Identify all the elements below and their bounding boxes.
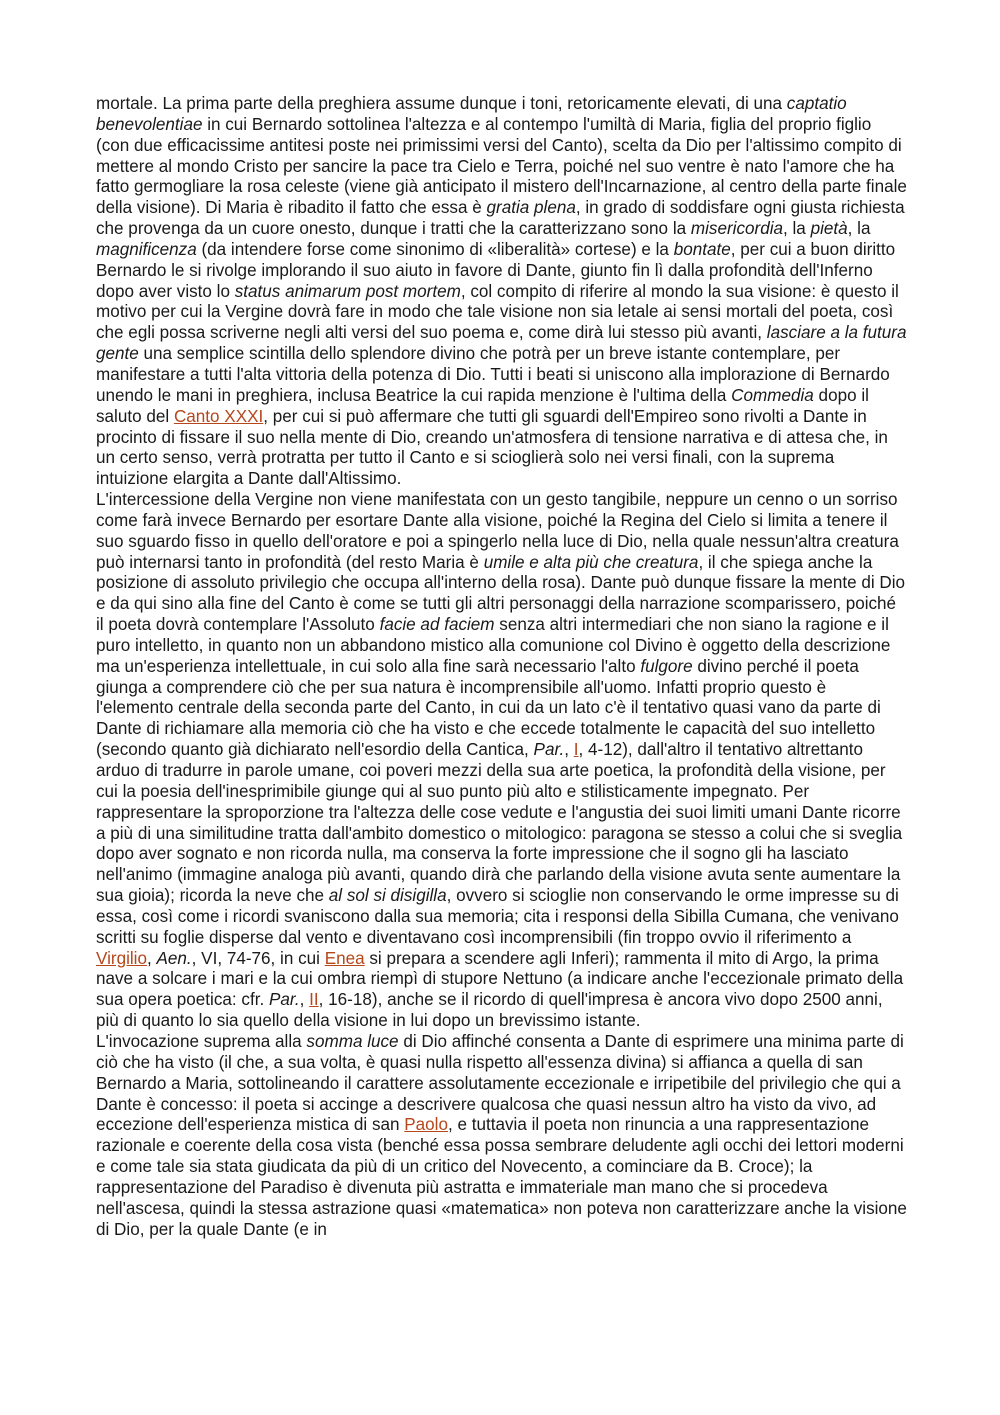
text-run: , ovvero si scioglie non conservando le orme impresse su di essa, così come i ricordi svaniscono dalla sua memoria; cita i responsi della Sibilla Cumana, che venivano scritti su foglie disperse dal vento e diventavano così incomprensibili (fin troppo ovvio il riferimento a [96, 886, 899, 947]
text-run: , per cui a buon diritto Bernardo le si rivolge implorando il suo aiuto in favore di Dante, giunto fin lì dalla profondità dell'Inferno dopo aver visto lo [96, 239, 896, 301]
italic-text: Commedia [731, 385, 814, 405]
document-page [96, 94, 908, 1240]
link-canto-xxxi[interactable]: Canto XXXI [173, 406, 264, 426]
link-par-i[interactable]: I [573, 740, 579, 760]
text-run: mortale. La prima parte della preghiera assume dunque i toni, retoricamente elevati, di una [96, 94, 787, 113]
text-run: si prepara a scendere agli Inferi); rammenta il mito di Argo, la prima nave a solcare i mari e la cui ombra riempì di stupore Nettuno (a indicare anche l'eccezionale primato della sua opera poetica: cfr. [96, 948, 904, 1010]
text-run: , per cui si può affermare che tutti gli sguardi dell'Empireo sono rivolti a Dante in procinto di fissare il suo nella mente di Dio, creando un'atmosfera di tensione narrativa e di attesa che, in un certo senso, verrà protratta per tutto il Canto e si scioglierà solo nei versi finali, con la suprema intuizione elargita a Dante dall'Altissimo. [96, 406, 888, 489]
text-run: , VI, 74-76, in cui [191, 948, 325, 968]
text-run: , la [783, 219, 811, 239]
text-run: senza altri intermediari che non siano la ragione e il puro intelletto, in quanto non un abbandono mistico alla comunione col Divino è oggetto della descrizione ma un'esperienza intellettuale, in cui solo alla fine sarà necessario l'alto [96, 615, 891, 676]
text-run: in cui Bernardo sottolinea l'altezza e al contempo l'umiltà di Maria, figlia del proprio figlio (con due efficacissime antitesi poste nei primissimi versi del Canto), scelta da Dio per l'altissimo compito di mettere al mondo Cristo per sancire la pace tra Cielo e Terra, poiché nel suo ventre è nato l'amore che ha fatto germogliare la rosa celeste (viene già anticipato il mistero dell'Incarnazione, al centro della parte finale della visione). Di Maria è ribadito il fatto che essa è [96, 114, 907, 218]
text-run: , 4-12), dall'altro il tentativo altrettanto arduo di tradurre in parole umane, coi poveri mezzi della sua arte poetica, la profondità della visione, per cui la poesia dell'inesprimibile giunge qui al suo punto più alto e stilisticamente impegnato. Per rappresentare la sproporzione tra l'altezza delle cose vedute e l'angustia dei suoi limiti umani Dante ricorre a più di una similitudine tratta dall'ambito domestico o mitologico: paragona se stesso a colui che si sveglia dopo aver sognato e non ricorda nulla, ma conserva la forte impressione che il sogno gli ha lasciato nell'animo (immagine analoga più avanti, quando dirà che parlando della visione avuta sente aumentare la sua gioia); ricorda la neve che [96, 740, 903, 906]
link-enea[interactable]: Enea [324, 948, 365, 968]
italic-text: somma luce [306, 1031, 399, 1051]
text-run: divino perché il poeta giunga a comprendere ciò che per sua natura è incomprensibile all'uomo. Infatti proprio questo è l'elemento centrale della seconda parte del Canto, in cui da un lato c'è il tentativo quasi vano da parte di Dante di richiamare alla memoria ciò che ha visto e che eccede totalmente le capacità del suo intelletto (secondo quanto già dichiarato nell'esordio della Cantica, [96, 656, 881, 760]
italic-text: pietà [810, 219, 848, 239]
text-run: , il che spiega anche la posizione di assoluto privilegio che occupa all'interno della rosa). Dante può dunque fissare la mente di Dio e da qui sino alla fine del Canto è come se tutti gli altri personaggi della narrazione scomparissero, poiché il poeta dovrà contemplare l'Assoluto [96, 552, 906, 635]
link-virgilio[interactable]: Virgilio [96, 948, 147, 968]
italic-text: fulgore [640, 656, 693, 676]
text-run: , e tuttavia il poeta non rinuncia a una rappresentazione razionale e coerente della cosa vista (benché essa possa sembrare deludente agli occhi dei lettori moderni e come tale sia stata giudicata da più di un critico del Novecento, a cominciare da B. Croce); la rappresentazione del Paradiso è divenuta più astratta e immateriale man mano che si procedeva nell'ascesa, quindi la stessa astrazione quasi «matematica» non poteva non caratterizzare anche la visione di Dio, per la quale Dante (e in [96, 1115, 907, 1239]
text-run: , [147, 948, 157, 968]
italic-text: magnificenza [96, 239, 197, 259]
link-par-ii[interactable]: II [309, 990, 319, 1010]
italic-text: captatio benevolentiae [96, 94, 847, 134]
text-run: , col compito di riferire al mondo la sua visione: è questo il motivo per cui la Vergine dovrà fare in modo che tale visione non sia letale ai sensi mortali del poeta, così che egli possa scriverne negli alti versi del suo poema e, come dirà lui stesso più avanti, [96, 281, 899, 343]
text-run: dopo il saluto del [96, 385, 869, 426]
paragraph [96, 1032, 908, 1240]
italic-text: misericordia [690, 219, 784, 239]
text-run: , la [847, 219, 871, 239]
italic-text: status animarum post mortem [234, 281, 461, 301]
italic-text: facie ad faciem [379, 615, 495, 635]
italic-text: Par. [268, 990, 300, 1010]
italic-text: lasciare a la futura gente [96, 323, 907, 364]
text-run: , [564, 740, 574, 760]
italic-text: bontate [673, 239, 731, 259]
text-run: L'invocazione suprema alla [96, 1031, 307, 1051]
text-run: , in grado di soddisfare ogni giusta richiesta che provenga da un cuore onesto, dunque i tratti che la caratterizzano sono la [96, 198, 905, 239]
text-run: , [299, 990, 310, 1010]
italic-text: umile e alta più che creatura [483, 552, 699, 572]
text-run: una semplice scintilla dello splendore divino che potrà per un breve istante contemplare, per manifestare a tutti l'alta vittoria della potenza di Dio. Tutti i beati si uniscono alla implorazione di Bernardo unendo le mani in preghiera, inclusa Beatrice la cui rapida menzione è l'ultima della [96, 344, 890, 405]
text-run: (da intendere forse come sinonimo di «liberalità» cortese) e la [196, 239, 674, 259]
text-run: , 16-18), anche se il ricordo di quell'impresa è ancora vivo dopo 2500 anni, più di quanto lo sia quello della visione in lui dopo un brevissimo istante. [96, 990, 883, 1031]
paragraph [96, 490, 908, 1032]
link-paolo[interactable]: Paolo [404, 1115, 448, 1135]
italic-text: gratia plena [486, 198, 576, 218]
italic-text: al sol si disigilla [328, 886, 447, 906]
italic-text: Aen. [156, 948, 192, 968]
document-body [96, 94, 908, 1240]
text-run: di Dio affinché consenta a Dante di esprimere una minima parte di ciò che ha visto (il che, a sua volta, è quasi nulla rispetto all'essenza divina) si affianca a quella di san Bernardo a Maria, sottolineando il carattere assolutamente eccezionale e irripetibile del privilegio che qui a Dante è concesso: il poeta si accinge a descrivere qualcosa che quasi nessun altro ha visto da vivo, ad eccezione dell'esperienza mistica di san [96, 1031, 904, 1135]
paragraph [96, 94, 908, 490]
italic-text: Par. [533, 740, 565, 760]
text-run: L'intercessione della Vergine non viene manifestata con un gesto tangibile, neppure un cenno o un sorriso come farà invece Bernardo per esortare Dante alla visione, poiché la Regina del Cielo si limita a tenere il suo sguardo fisso in quello dell'oratore e poi a spingerlo nella luce di Dio, nella quale nessun'altra creatura può internarsi tanto in profondità (del resto Maria è [96, 490, 899, 572]
